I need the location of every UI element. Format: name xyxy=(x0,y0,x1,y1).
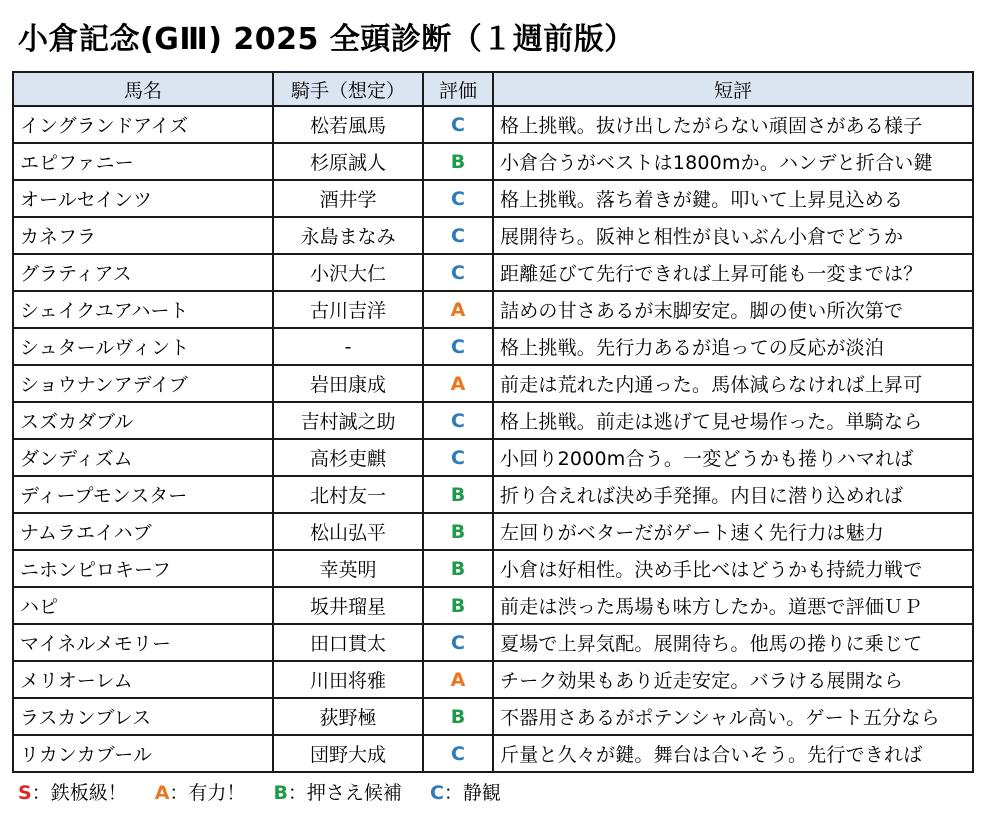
header-grade: 評価 xyxy=(423,72,493,106)
horse-name-cell: ラスカンブレス xyxy=(13,698,273,735)
grade-cell: C xyxy=(423,180,493,217)
jockey-cell: 川田将雅 xyxy=(273,661,423,698)
grade-cell: C xyxy=(423,106,493,143)
jockey-cell: 北村友一 xyxy=(273,476,423,513)
jockey-cell: 松若風馬 xyxy=(273,106,423,143)
table-row xyxy=(13,439,973,476)
table-body xyxy=(13,106,973,772)
comment-cell: 前走は荒れた内通った。馬体減らなければ上昇可 xyxy=(493,365,973,402)
jockey-cell: 古川吉洋 xyxy=(273,291,423,328)
horse-name-cell: エピファニー xyxy=(13,143,273,180)
table-row xyxy=(13,365,973,402)
comment-cell: 左回りがベターだがゲート速く先行力は魅力 xyxy=(493,513,973,550)
grade-cell: A xyxy=(423,661,493,698)
horse-evaluation-table xyxy=(12,71,974,773)
comment-cell: 格上挑戦。先行力あるが追っての反応が淡泊 xyxy=(493,328,973,365)
horse-name-cell: ダンディズム xyxy=(13,439,273,476)
grade-cell: C xyxy=(423,735,493,772)
header-row xyxy=(13,72,973,106)
legend-grade: S xyxy=(18,782,32,804)
comment-cell: 格上挑戦。抜け出したがらない頑固さがある様子 xyxy=(493,106,973,143)
jockey-cell: 酒井学 xyxy=(273,180,423,217)
grade-cell: B xyxy=(423,513,493,550)
legend-text: ：有力！ xyxy=(169,782,246,804)
grade-cell: B xyxy=(423,550,493,587)
table-row xyxy=(13,698,973,735)
horse-name-cell: ニホンピロキーフ xyxy=(13,550,273,587)
table-row xyxy=(13,587,973,624)
table-row xyxy=(13,143,973,180)
jockey-cell: 荻野極 xyxy=(273,698,423,735)
jockey-cell: 永島まなみ xyxy=(273,217,423,254)
table-row xyxy=(13,217,973,254)
comment-cell: 詰めの甘さあるが末脚安定。脚の使い所次第で xyxy=(493,291,973,328)
legend-item-a xyxy=(155,782,246,804)
horse-name-cell: ナムラエイハブ xyxy=(13,513,273,550)
comment-cell: 展開待ち。阪神と相性が良いぶん小倉でどうか xyxy=(493,217,973,254)
horse-name-cell: メリオーレム xyxy=(13,661,273,698)
header-comment: 短評 xyxy=(493,72,973,106)
page-title: 小倉記念(GⅢ) 2025 全頭診断（１週前版） xyxy=(18,22,635,57)
horse-name-cell: シュタールヴィント xyxy=(13,328,273,365)
horse-name-cell: ディープモンスター xyxy=(13,476,273,513)
table-row xyxy=(13,106,973,143)
grade-cell: C xyxy=(423,402,493,439)
grade-cell: C xyxy=(423,254,493,291)
comment-cell: 格上挑戦。前走は逃げて見せ場作った。単騎なら xyxy=(493,402,973,439)
horse-name-cell: オールセインツ xyxy=(13,180,273,217)
comment-cell: チーク効果もあり近走安定。バラける展開なら xyxy=(493,661,973,698)
legend-item-s xyxy=(18,782,127,804)
comment-cell: 前走は渋った馬場も味方したか。道悪で評価ＵＰ xyxy=(493,587,973,624)
horse-name-cell: ハピ xyxy=(13,587,273,624)
legend-grade: A xyxy=(154,782,170,804)
grade-cell: C xyxy=(423,328,493,365)
grade-cell: B xyxy=(423,587,493,624)
table-row xyxy=(13,402,973,439)
comment-cell: 小倉合うがベストは1800mか。ハンデと折合い鍵 xyxy=(493,143,973,180)
horse-name-cell: カネフラ xyxy=(13,217,273,254)
grade-cell: A xyxy=(423,291,493,328)
jockey-cell: 松山弘平 xyxy=(273,513,423,550)
jockey-cell: 幸英明 xyxy=(273,550,423,587)
legend-text: ：押さえ候補 xyxy=(287,782,402,804)
table-row xyxy=(13,254,973,291)
grade-cell: B xyxy=(423,476,493,513)
table-row xyxy=(13,328,973,365)
horse-name-cell: グラティアス xyxy=(13,254,273,291)
comment-cell: 不器用さあるがポテンシャル高い。ゲート五分なら xyxy=(493,698,973,735)
jockey-cell: 団野大成 xyxy=(273,735,423,772)
grade-cell: C xyxy=(423,624,493,661)
table-row xyxy=(13,661,973,698)
horse-name-cell: マイネルメモリー xyxy=(13,624,273,661)
legend-item-c xyxy=(430,782,501,804)
legend-item-b xyxy=(273,782,402,804)
legend-text: ：鉄板級！ xyxy=(31,782,127,804)
jockey-cell: 高杉吏麒 xyxy=(273,439,423,476)
table-row xyxy=(13,624,973,661)
grade-cell: B xyxy=(423,698,493,735)
table-row xyxy=(13,476,973,513)
comment-cell: 小倉は好相性。決め手比べはどうかも持続力戦で xyxy=(493,550,973,587)
jockey-cell: 岩田康成 xyxy=(273,365,423,402)
table-row xyxy=(13,291,973,328)
grade-cell: A xyxy=(423,365,493,402)
horse-name-cell: イングランドアイズ xyxy=(13,106,273,143)
legend-grade: B xyxy=(273,782,288,804)
table-row xyxy=(13,180,973,217)
jockey-cell: 小沢大仁 xyxy=(273,254,423,291)
horse-name-cell: ショウナンアデイブ xyxy=(13,365,273,402)
legend-grade: C xyxy=(429,782,444,804)
horse-name-cell: スズカダブル xyxy=(13,402,273,439)
grade-cell: C xyxy=(423,217,493,254)
grade-cell: B xyxy=(423,143,493,180)
table-row xyxy=(13,513,973,550)
table-row xyxy=(13,550,973,587)
header-jockey: 騎手（想定） xyxy=(273,72,423,106)
jockey-cell: - xyxy=(273,328,423,365)
header-horse-name: 馬名 xyxy=(13,72,273,106)
horse-name-cell: リカンカブール xyxy=(13,735,273,772)
comment-cell: 斤量と久々が鍵。舞台は合いそう。先行できれば xyxy=(493,735,973,772)
comment-cell: 格上挑戦。落ち着きが鍵。叩いて上昇見込める xyxy=(493,180,973,217)
comment-cell: 折り合えれば決め手発揮。内目に潜り込めれば xyxy=(493,476,973,513)
comment-cell: 距離延びて先行できれば上昇可能も一変までは？ xyxy=(493,254,973,291)
comment-cell: 夏場で上昇気配。展開待ち。他馬の捲りに乗じて xyxy=(493,624,973,661)
jockey-cell: 杉原誠人 xyxy=(273,143,423,180)
jockey-cell: 田口貫太 xyxy=(273,624,423,661)
jockey-cell: 吉村誠之助 xyxy=(273,402,423,439)
grade-legend xyxy=(18,778,529,805)
grade-cell: C xyxy=(423,439,493,476)
comment-cell: 小回り2000m合う。一変どうかも捲りハマれば xyxy=(493,439,973,476)
horse-name-cell: シェイクユアハート xyxy=(13,291,273,328)
legend-text: ：静観 xyxy=(443,782,501,804)
jockey-cell: 坂井瑠星 xyxy=(273,587,423,624)
table-row xyxy=(13,735,973,772)
